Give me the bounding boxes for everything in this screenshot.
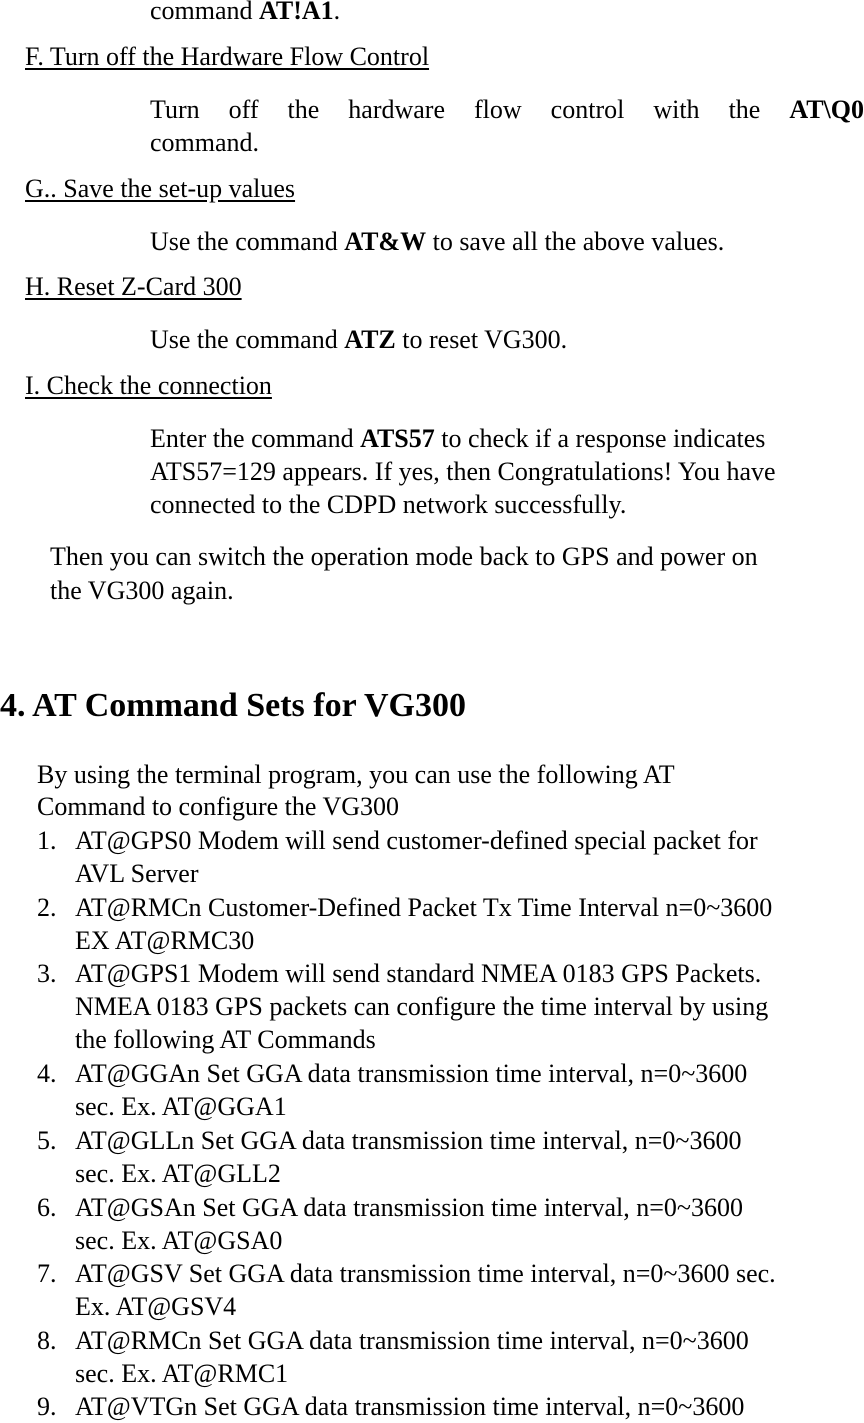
list-number: 1. xyxy=(37,826,57,855)
section-i-command: ATS57 xyxy=(360,424,435,453)
list-number: 6. xyxy=(37,1193,57,1222)
list-text: sec. Ex. AT@GLL2 xyxy=(75,1159,281,1188)
section-i-prefix: Enter the command xyxy=(150,424,361,453)
list-text: AT@GLLn Set GGA data transmission time interval, n=0~3600 xyxy=(75,1126,742,1155)
list-number: 4. xyxy=(37,1059,57,1088)
section-e-text: command xyxy=(150,0,260,25)
list-number: 2. xyxy=(37,893,57,922)
list-text: sec. Ex. AT@RMC1 xyxy=(75,1359,289,1388)
list-text: AT@GPS0 Modem will send customer-defined special packet for xyxy=(75,826,758,855)
list-text: AVL Server xyxy=(75,859,199,888)
list-text: AT@GSAn Set GGA data transmission time interval, n=0~3600 xyxy=(75,1193,743,1222)
section-4-intro-line1: By using the terminal program, you can use the following AT xyxy=(37,760,675,789)
section-i-line2: ATS57=129 appears. If yes, then Congratulations! You have xyxy=(150,457,776,486)
list-text: Ex. AT@GSV4 xyxy=(75,1292,237,1321)
section-f-text: Turn off the hardware flow control with the xyxy=(150,95,761,124)
section-h-body xyxy=(150,323,567,356)
section-f-heading: F. Turn off the Hardware Flow Control xyxy=(25,42,430,71)
section-e-period: . xyxy=(333,0,341,25)
list-text: AT@RMCn Set GGA data transmission time interval, n=0~3600 xyxy=(75,1326,749,1355)
list-text: AT@VTGn Set GGA data transmission time interval, n=0~3600 xyxy=(75,1392,745,1421)
section-i-line3: connected to the CDPD network successfully. xyxy=(150,490,627,519)
section-g-suffix: to save all the above values. xyxy=(426,227,725,256)
section-f-line2: command. xyxy=(150,128,260,157)
list-text: the following AT Commands xyxy=(75,1025,376,1054)
list-number: 9. xyxy=(37,1392,57,1421)
list-text: sec. Ex. AT@GSA0 xyxy=(75,1226,283,1255)
list-text: AT@GPS1 Modem will send standard NMEA 0183 GPS Packets. xyxy=(75,959,762,988)
list-text: EX AT@RMC30 xyxy=(75,926,255,955)
section-e-command: AT!A1 xyxy=(259,0,334,25)
section-h-heading: H. Reset Z-Card 300 xyxy=(25,272,242,301)
list-text: AT@RMCn Customer-Defined Packet Tx Time Interval n=0~3600 xyxy=(75,893,773,922)
section-i-suffix: to check if a response indicates xyxy=(434,424,766,453)
section-h-prefix: Use the command xyxy=(150,325,345,354)
section-e-tail xyxy=(150,0,340,27)
list-text: NMEA 0183 GPS packets can configure the time interval by using xyxy=(75,992,769,1021)
closing-line2: the VG300 again. xyxy=(50,576,234,605)
list-number: 8. xyxy=(37,1326,57,1355)
section-i-line1 xyxy=(150,422,765,455)
list-number: 3. xyxy=(37,959,57,988)
section-h-suffix: to reset VG300. xyxy=(395,325,568,354)
section-g-body xyxy=(150,225,724,258)
section-f-line1 xyxy=(150,93,864,126)
section-f-command: AT\Q0 xyxy=(789,95,864,124)
section-h-command: ATZ xyxy=(344,325,396,354)
section-g-command: AT&W xyxy=(344,227,427,256)
section-4-title: 4. AT Command Sets for VG300 xyxy=(0,687,466,724)
section-g-heading: G.. Save the set-up values xyxy=(25,174,296,203)
closing-line1: Then you can switch the operation mode back to GPS and power on xyxy=(50,542,758,571)
section-4-intro-line2: Command to configure the VG300 xyxy=(37,792,400,821)
list-text: AT@GSV Set GGA data transmission time interval, n=0~3600 sec. xyxy=(75,1259,776,1288)
section-g-prefix: Use the command xyxy=(150,227,345,256)
list-text: sec. Ex. AT@GGA1 xyxy=(75,1092,287,1121)
list-text: AT@GGAn Set GGA data transmission time interval, n=0~3600 xyxy=(75,1059,748,1088)
section-i-heading: I. Check the connection xyxy=(25,371,272,400)
list-number: 7. xyxy=(37,1259,57,1288)
list-number: 5. xyxy=(37,1126,57,1155)
